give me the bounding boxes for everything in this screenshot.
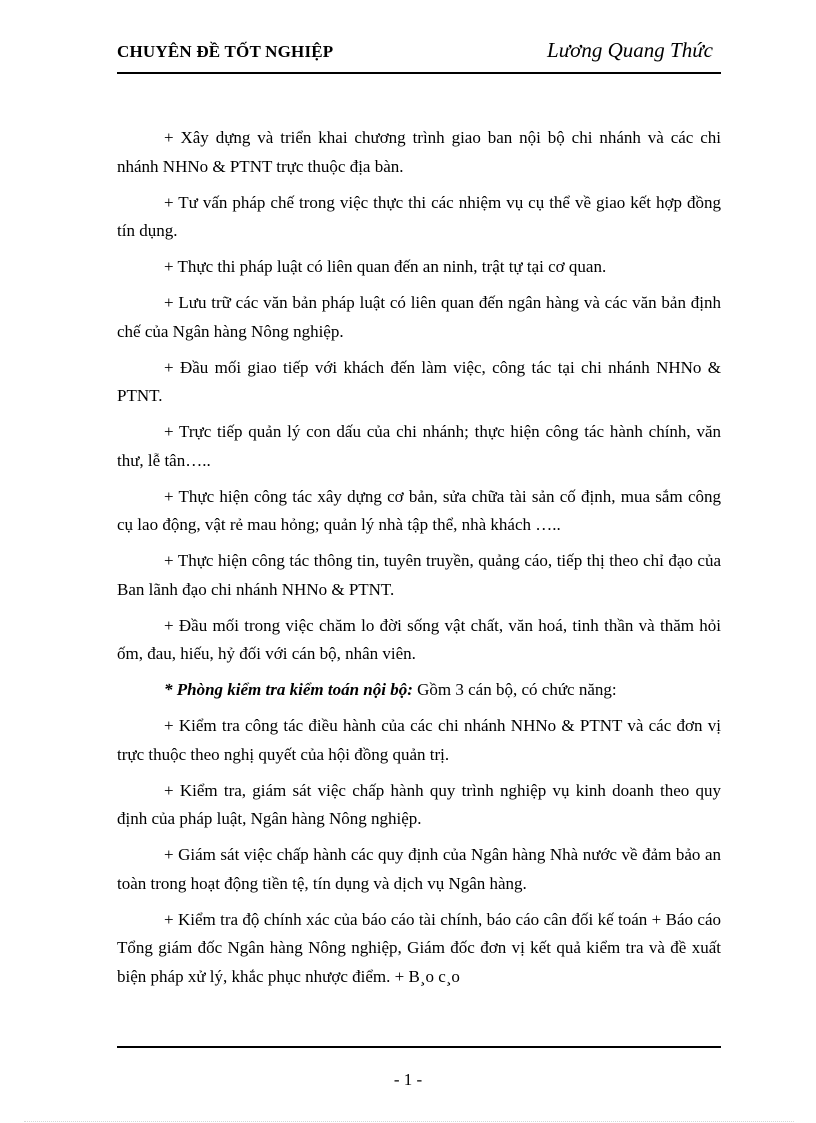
paragraph: + Đầu mối giao tiếp với khách đến làm việc, công tác tại chi nhánh NHNo & PTNT. bbox=[117, 357, 721, 405]
paragraph: + Giám sát việc chấp hành các quy định của Ngân hàng Nhà nước về đảm bảo an toàn trong hoạt động tiền tệ, tín dụng và dịch vụ Ngân hàng. bbox=[117, 845, 721, 893]
page-header bbox=[117, 36, 721, 66]
page-number: - 1 - bbox=[393, 1070, 423, 1089]
document-title: CHUYÊN ĐỀ TỐT NGHIỆP bbox=[117, 42, 334, 61]
paragraph: + Kiểm tra công tác điều hành của các chi nhánh NHNo & PTNT và các đơn vị trực thuộc theo nghị quyết của hội đồng quản trị. bbox=[117, 716, 721, 764]
paragraph: + Trực tiếp quản lý con dấu của chi nhánh; thực hiện công tác hành chính, văn thư, lễ tân….. bbox=[117, 422, 721, 470]
header-divider bbox=[117, 72, 721, 74]
document-body bbox=[117, 124, 721, 999]
section-intro: Gồm 3 cán bộ, có chức năng: bbox=[412, 680, 617, 699]
author-name: Lương Quang Thức bbox=[547, 38, 713, 62]
paragraph: + Đầu mối trong việc chăm lo đời sống vật chất, văn hoá, tinh thần và thăm hỏi ốm, đau, hiếu, hỷ đối với cán bộ, nhân viên. bbox=[117, 615, 721, 663]
paragraph: + Kiểm tra, giám sát việc chấp hành quy trình nghiệp vụ kinh doanh theo quy định của pháp luật, Ngân hàng Nông nghiệp. bbox=[117, 780, 721, 828]
paragraph: + Kiểm tra độ chính xác của báo cáo tài chính, báo cáo cân đối kế toán + Báo cáo Tổng giám đốc Ngân hàng Nông nghiệp, Giám đốc đơn vị kết quả kiểm tra và đề xuất biện pháp xử lý, khắc phục nhược điểm. + B¸o c¸o bbox=[117, 909, 721, 986]
section-title: * Phòng kiểm tra kiểm toán nội bộ: bbox=[164, 680, 413, 699]
paragraph: + Thực thi pháp luật có liên quan đến an ninh, trật tự tại cơ quan. bbox=[164, 257, 607, 276]
page-edge bbox=[24, 1121, 794, 1122]
paragraph: + Xây dựng và triển khai chương trình giao ban nội bộ chi nhánh và các chi nhánh NHNo & PTNT trực thuộc địa bàn. bbox=[117, 128, 721, 176]
section-heading-paragraph bbox=[117, 676, 721, 705]
paragraph: + Thực hiện công tác thông tin, tuyên truyền, quảng cáo, tiếp thị theo chỉ đạo của Ban lãnh đạo chi nhánh NHNo & PTNT. bbox=[117, 551, 721, 599]
footer-divider bbox=[117, 1046, 721, 1048]
paragraph: + Lưu trữ các văn bản pháp luật có liên quan đến ngân hàng và các văn bản định chế của Ngân hàng Nông nghiệp. bbox=[117, 293, 721, 341]
paragraph: + Thực hiện công tác xây dựng cơ bản, sửa chữa tài sản cố định, mua sắm công cụ lao động, vật rẻ mau hỏng; quản lý nhà tập thể, nhà khách ….. bbox=[117, 486, 721, 534]
paragraph: + Tư vấn pháp chế trong việc thực thi các nhiệm vụ cụ thể về giao kết hợp đồng tín dụng. bbox=[117, 192, 721, 240]
